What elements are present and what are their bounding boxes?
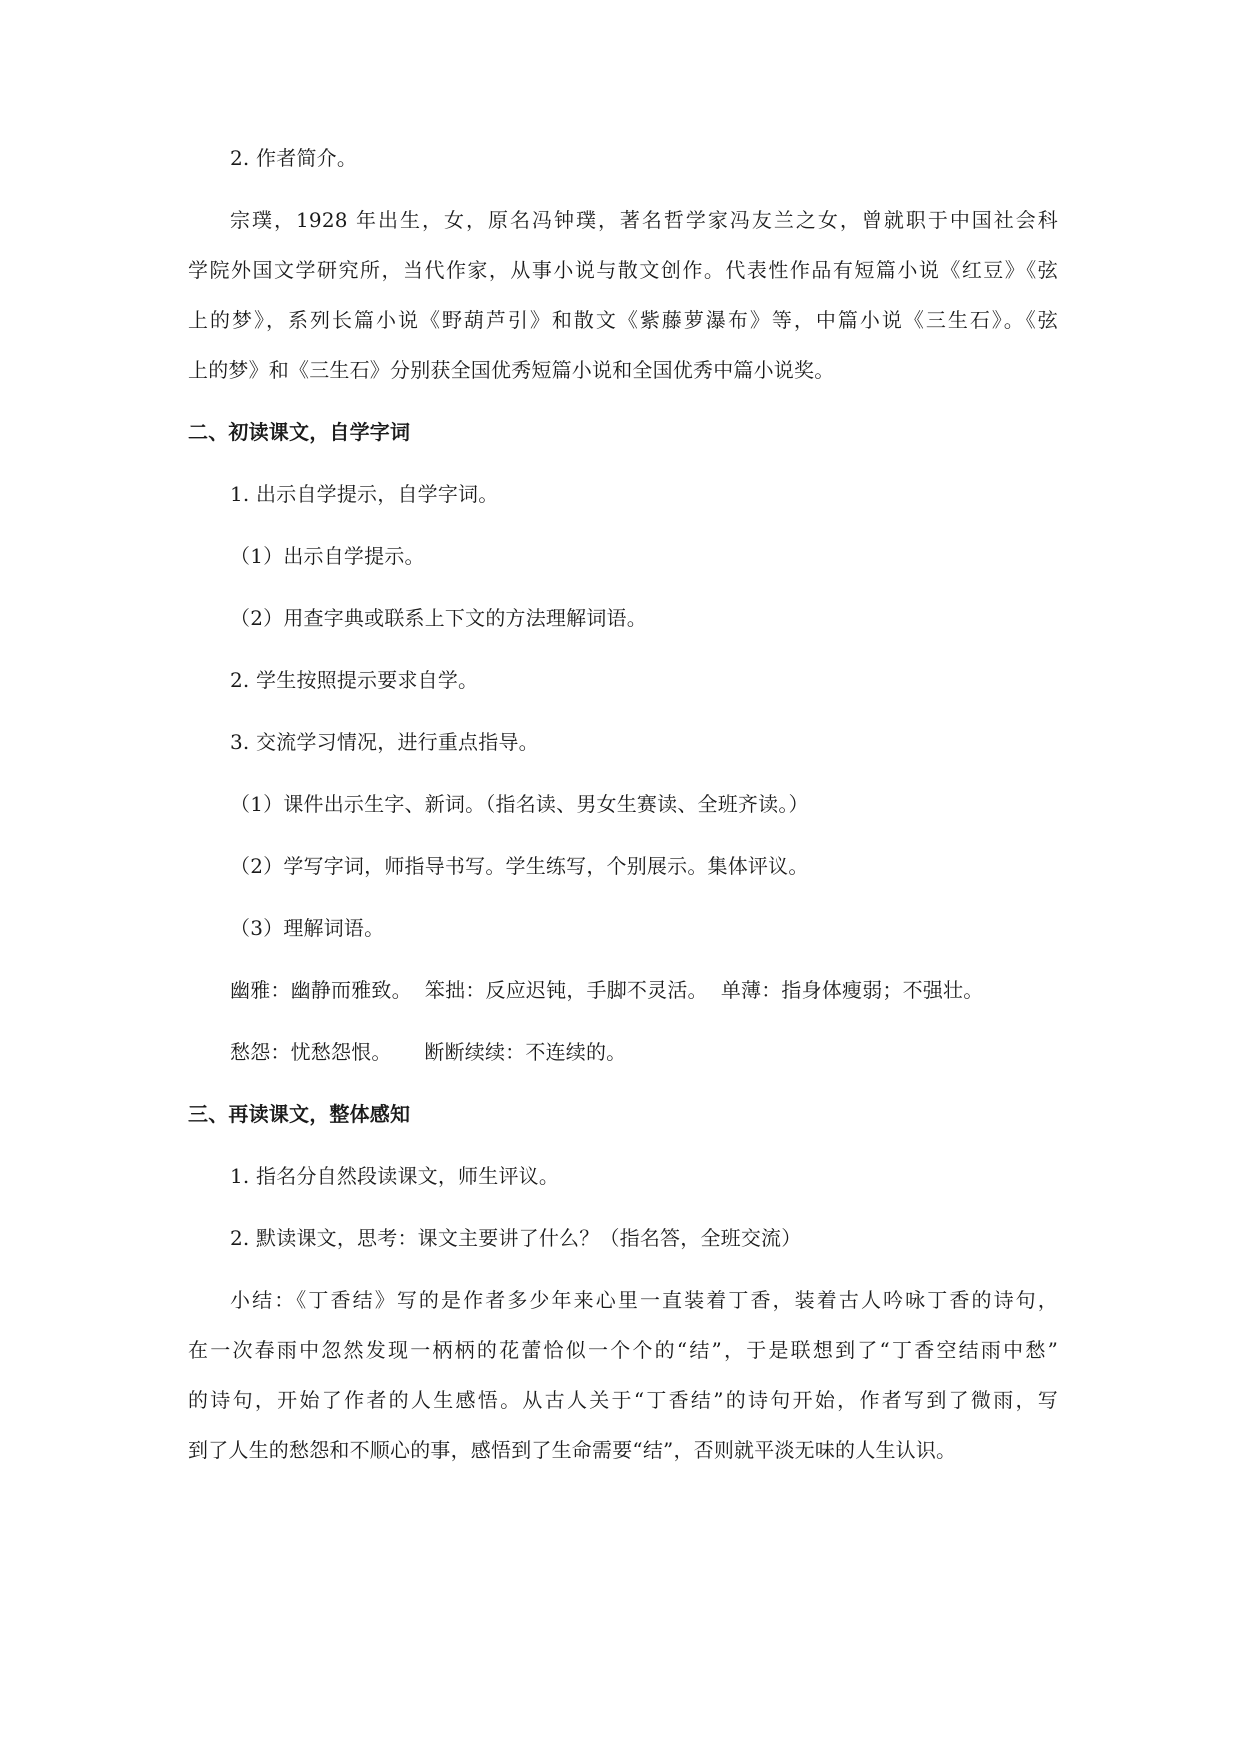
author-bio-line-3: 上的梦》，系列长篇小说《野葫芦引》和散文《紫藤萝瀑布》等，中篇小说《三生石》。《弦	[188, 308, 1058, 332]
author-bio-line-1: 宗璞，1928 年出生，女，原名冯钟璞，著名哲学家冯友兰之女，曾就职于中国社会科	[230, 208, 1058, 232]
vocab-definitions-line-1: 幽雅：幽静而雅致。 笨拙：反应迟钝，手脚不灵活。 单薄：指身体瘦弱；不强壮。	[230, 978, 984, 1002]
author-bio-line-4: 上的梦》和《三生石》分别获全国优秀短篇小说和全国优秀中篇小说奖。	[188, 358, 835, 382]
section-two-item-1: 1. 出示自学提示，自学字词。	[230, 482, 499, 506]
section-three-heading: 三、再读课文，整体感知	[188, 1102, 411, 1126]
section-two-item-8: （3）理解词语。	[230, 916, 385, 940]
author-intro-title: 2. 作者简介。	[230, 146, 358, 170]
section-three-item-1: 1. 指名分自然段读课文，师生评议。	[230, 1164, 560, 1188]
author-bio-line-2: 学院外国文学研究所，当代作家，从事小说与散文创作。代表性作品有短篇小说《红豆》《弦	[188, 258, 1058, 282]
section-two-item-3: （2）用查字典或联系上下文的方法理解词语。	[230, 606, 647, 630]
section-two-item-4: 2. 学生按照提示要求自学。	[230, 668, 479, 692]
summary-line-4: 到了人生的愁怨和不顺心的事，感悟到了生命需要“结”，否则就平淡无味的人生认识。	[188, 1438, 957, 1462]
vocab-definitions-line-2: 愁怨：忧愁怨恨。 断断续续：不连续的。	[230, 1040, 627, 1064]
section-two-item-5: 3. 交流学习情况，进行重点指导。	[230, 730, 539, 754]
summary-line-3: 的诗句，开始了作者的人生感悟。从古人关于“丁香结”的诗句开始，作者写到了微雨，写	[188, 1388, 1058, 1412]
summary-line-1: 小结：《丁香结》写的是作者多少年来心里一直装着丁香，装着古人吟咏丁香的诗句，	[230, 1288, 1058, 1312]
section-two-heading: 二、初读课文，自学字词	[188, 420, 411, 444]
section-three-item-2: 2. 默读课文，思考：课文主要讲了什么？（指名答，全班交流）	[230, 1226, 802, 1250]
section-two-item-6: （1）课件出示生字、新词。（指名读、男女生赛读、全班齐读。）	[230, 792, 809, 816]
summary-line-2: 在一次春雨中忽然发现一柄柄的花蕾恰似一个个的“结”，于是联想到了“丁香空结雨中愁”	[188, 1338, 1058, 1362]
section-two-item-2: （1）出示自学提示。	[230, 544, 425, 568]
section-two-item-7: （2）学写字词，师指导书写。学生练写，个别展示。集体评议。	[230, 854, 809, 878]
